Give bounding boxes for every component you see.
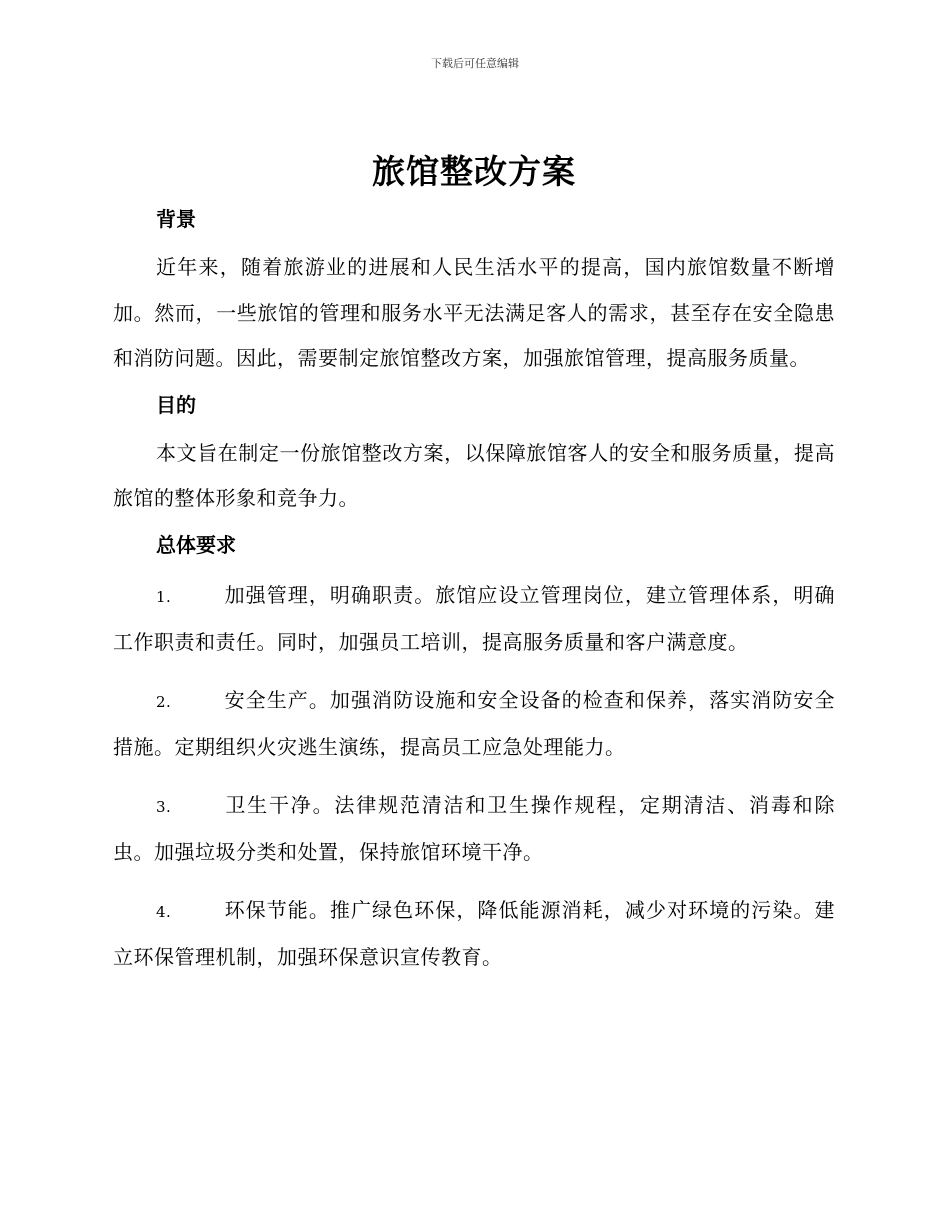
list-item (113, 783, 835, 876)
list-item (113, 888, 835, 981)
list-item-text: 加强管理，明确职责。旅馆应设立管理岗位，建立管理体系，明确工作职责和责任。同时，加强员工培训，提高服务质量和客户满意度。 (113, 582, 835, 654)
section-heading-purpose: 目的 (156, 392, 196, 417)
list-item (113, 678, 835, 771)
document-body (113, 148, 835, 981)
purpose-paragraph: 本文旨在制定一份旅馆整改方案，以保障旅馆客人的安全和服务质量，提高旅馆的整体形象和竞争力。 (113, 440, 835, 510)
section-heading-requirements: 总体要求 (156, 532, 236, 557)
list-item-number: 3. (156, 797, 172, 816)
document-title: 旅馆整改方案 (372, 152, 576, 191)
list-item (113, 573, 835, 666)
page-header-note: 下载后可任意编辑 (431, 57, 519, 70)
section-heading-background: 背景 (156, 207, 196, 231)
list-item-text: 卫生干净。法律规范清洁和卫生操作规程，定期清洁、消毒和除虫。加强垃圾分类和处置，保持旅馆环境干净。 (113, 792, 835, 864)
list-item-text: 安全生产。加强消防设施和安全设备的检查和保养，落实消防安全措施。定期组织火灾逃生演练，提高员工应急处理能力。 (113, 687, 835, 759)
list-item-text: 环保节能。推广绿色环保，降低能源消耗，减少对环境的污染。建立环保管理机制，加强环保意识宣传教育。 (113, 897, 835, 969)
list-item-number: 2. (156, 692, 172, 711)
list-item-number: 1. (156, 587, 172, 606)
background-paragraph: 近年来，随着旅游业的进展和人民生活水平的提高，国内旅馆数量不断增加。然而，一些旅馆的管理和服务水平无法满足客人的需求，甚至存在安全隐患和消防问题。因此，需要制定旅馆整改方案，加强旅馆管理，提高服务质量。 (113, 255, 835, 370)
list-item-number: 4. (156, 902, 172, 921)
